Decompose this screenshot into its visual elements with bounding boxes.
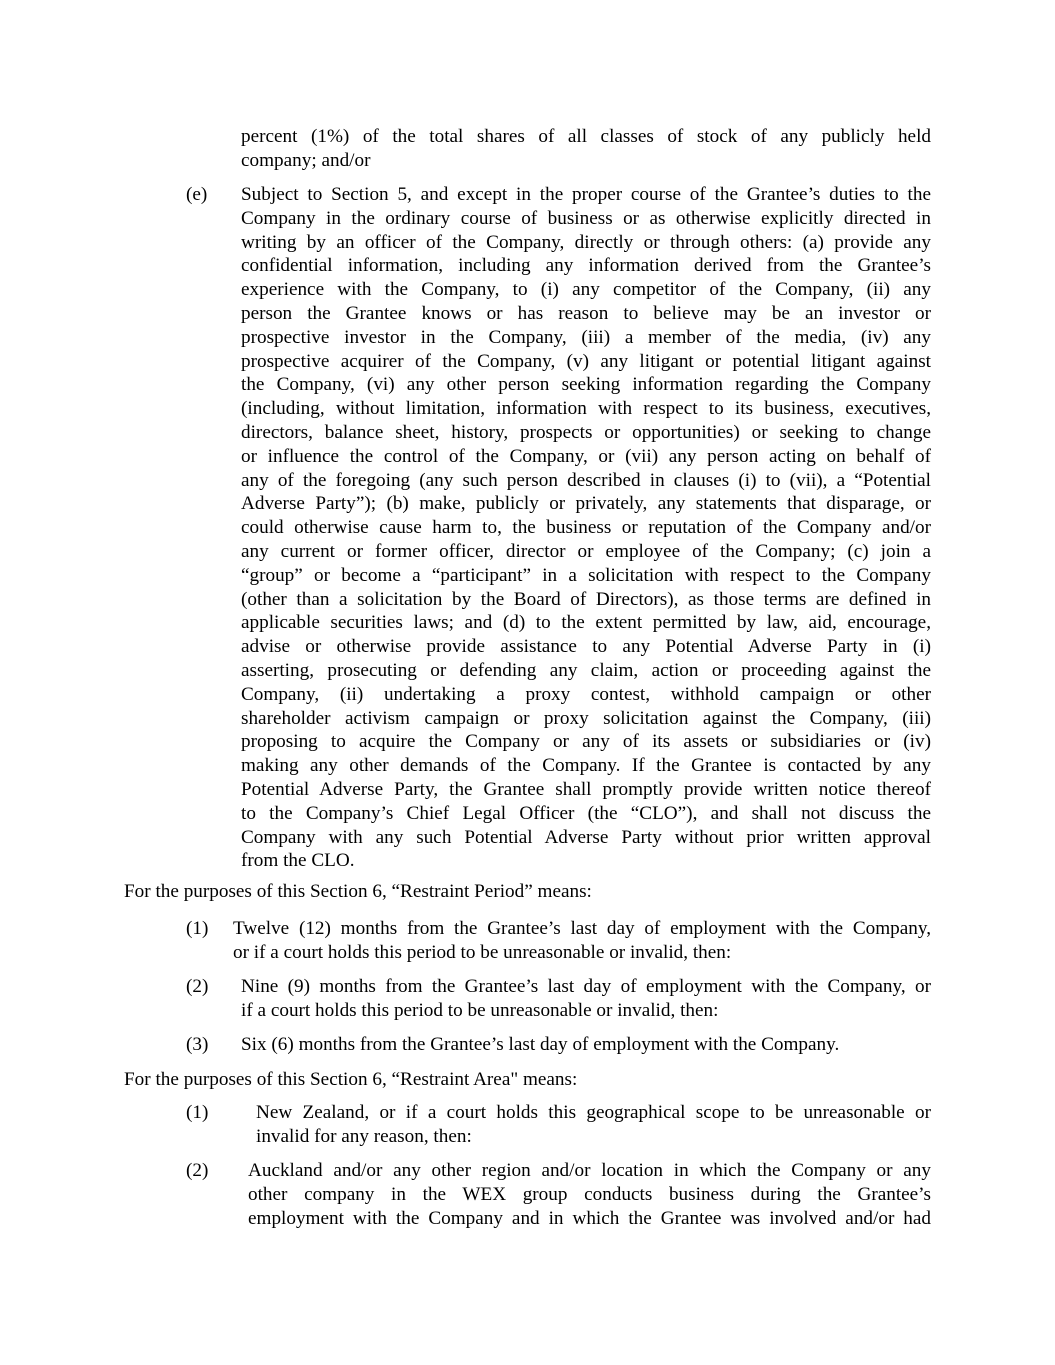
restraint-period-item-1 <box>233 917 931 965</box>
text-line: Adverse Party”); (b) make, publicly or privately, any statements that disparage, or <box>241 493 931 515</box>
text-line: “group” or become a “participant” in a solicitation with respect to the Company <box>241 564 931 586</box>
restraint-area-item-2-marker: (2) <box>186 1160 209 1181</box>
text-line: invalid for any reason, then: <box>256 1125 472 1147</box>
text-line: applicable securities laws; and (d) to the extent permitted by law, aid, encourage, <box>241 612 931 634</box>
text-line: person the Grantee knows or has reason to believe may be an investor or <box>241 302 931 324</box>
text-line: shareholder activism campaign or proxy solicitation against the Company, (iii) <box>241 707 931 729</box>
item-e-marker: (e) <box>186 184 208 205</box>
text-line: directors, balance sheet, history, prospects or opportunities) or seeking to change <box>241 421 931 443</box>
text-line: writing by an officer of the Company, directly or through others: (a) provide any <box>241 231 931 253</box>
restraint-period-intro <box>124 880 924 904</box>
text-line: Company with any such Potential Adverse Party without prior written approval <box>241 826 931 848</box>
text-line: percent (1%) of the total shares of all classes of stock of any publicly held <box>241 126 931 147</box>
text-line: to the Company’s Chief Legal Officer (the “CLO”), and shall not discuss the <box>241 802 931 824</box>
restraint-period-item-1-marker: (1) <box>186 918 209 939</box>
text-line: confidential information, including any information derived from the Grantee’s <box>241 255 931 277</box>
text-line: Company, (ii) undertaking a proxy contest, withhold campaign or other <box>241 683 931 705</box>
text-line: Company in the ordinary course of business or as otherwise explicitly directed in <box>241 207 931 229</box>
restraint-period-item-2-marker: (2) <box>186 976 209 997</box>
text-line: Twelve (12) months from the Grantee’s last day of employment with the Company, <box>233 918 931 939</box>
text-line: (other than a solicitation by the Board of Directors), as those terms are defined in <box>241 588 931 610</box>
restraint-period-item-3 <box>241 1033 931 1057</box>
text-line: or influence the control of the Company, or (vii) any person acting on behalf of <box>241 445 931 467</box>
text-line: prospective investor in the Company, (iii) a member of the media, (iv) any <box>241 326 931 348</box>
text-line: asserting, prosecuting or defending any claim, action or proceeding against the <box>241 659 931 681</box>
text-line: from the CLO. <box>241 850 355 872</box>
item-e-paragraph <box>241 183 931 873</box>
text-line: prospective acquirer of the Company, (v) any litigant or potential litigant against <box>241 350 931 372</box>
restraint-area-item-1 <box>256 1101 931 1149</box>
text-line: New Zealand, or if a court holds this geographical scope to be unreasonable or <box>256 1102 931 1123</box>
text-line: the Company, (vi) any other person seeking information regarding the Company <box>241 374 931 396</box>
text-line: any current or former officer, director or employee of the Company; (c) join a <box>241 540 931 562</box>
text-line: proposing to acquire the Company or any of its assets or subsidiaries or (iv) <box>241 731 931 753</box>
restraint-period-item-3-marker: (3) <box>186 1034 209 1055</box>
text-line: employment with the Company and in which the Grantee was involved and/or had <box>248 1207 931 1229</box>
restraint-area-item-2 <box>248 1159 931 1230</box>
text-line: Subject to Section 5, and except in the proper course of the Grantee’s duties to the <box>241 184 931 205</box>
text-line: Auckland and/or any other region and/or location in which the Company or any <box>248 1160 931 1181</box>
restraint-area-item-1-marker: (1) <box>186 1102 209 1123</box>
text-line: experience with the Company, to (i) any competitor of the Company, (ii) any <box>241 279 931 301</box>
text-line: if a court holds this period to be unreasonable or invalid, then: <box>241 999 719 1021</box>
text-line: making any other demands of the Company. If the Grantee is contacted by any <box>241 755 931 777</box>
text-line: or if a court holds this period to be unreasonable or invalid, then: <box>233 941 732 963</box>
text-line: Nine (9) months from the Grantee’s last day of employment with the Company, or <box>241 976 931 997</box>
restraint-area-intro-text: For the purposes of this Section 6, “Restraint Area" means: <box>124 1069 578 1090</box>
text-line: (including, without limitation, information with respect to its business, executives, <box>241 398 931 420</box>
text-line: other company in the WEX group conducts business during the Grantee’s <box>248 1183 931 1205</box>
text-line: Six (6) months from the Grantee’s last day of employment with the Company. <box>241 1034 840 1055</box>
text-line: advise or otherwise provide assistance to any Potential Adverse Party in (i) <box>241 636 931 658</box>
text-line: could otherwise cause harm to, the business or reputation of the Company and/or <box>241 517 931 539</box>
restraint-area-intro <box>124 1068 924 1092</box>
text-line: any of the foregoing (any such person described in clauses (i) to (vii), a “Potential <box>241 469 931 491</box>
restraint-period-intro-text: For the purposes of this Section 6, “Restraint Period” means: <box>124 881 592 902</box>
text-line: Potential Adverse Party, the Grantee shall promptly provide written notice thereof <box>241 778 931 800</box>
continuation-paragraph <box>241 125 931 173</box>
text-line: company; and/or <box>241 149 371 171</box>
restraint-period-item-2 <box>241 975 931 1023</box>
